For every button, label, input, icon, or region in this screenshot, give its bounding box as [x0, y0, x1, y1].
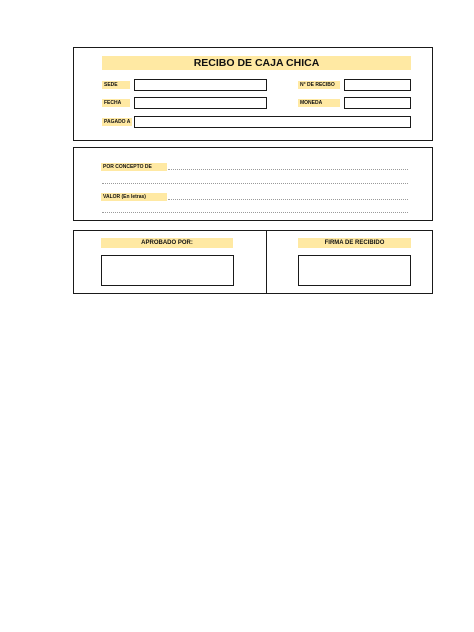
receipt-info-section	[73, 47, 433, 141]
sede-field[interactable]	[134, 79, 267, 91]
moneda-field[interactable]	[344, 97, 411, 109]
receipt-number-field[interactable]	[344, 79, 411, 91]
value-line-1[interactable]	[168, 199, 408, 200]
approved-by-header: APROBADO POR:	[101, 238, 233, 248]
received-signature-box[interactable]	[298, 255, 411, 286]
pagado-a-field[interactable]	[134, 116, 411, 128]
pagado-a-label: PAGADO A	[104, 119, 131, 125]
value-line-2[interactable]	[102, 212, 408, 213]
signature-divider	[266, 231, 267, 293]
fecha-field[interactable]	[134, 97, 267, 109]
form-title: RECIBO DE CAJA CHICA	[102, 56, 411, 70]
concept-section	[73, 147, 433, 221]
approved-by-signature-box[interactable]	[101, 255, 234, 286]
fecha-label: FECHA	[102, 99, 130, 107]
received-signature-header: FIRMA DE RECIBIDO	[298, 238, 411, 248]
value-label: VALOR (En letras)	[101, 193, 167, 201]
receipt-number-label: N° DE RECIBO	[298, 81, 340, 89]
sede-label: SEDE	[102, 81, 130, 89]
concept-label: POR CONCEPTO DE	[101, 163, 167, 171]
signature-section	[73, 230, 433, 294]
moneda-label: MONEDA	[298, 99, 340, 107]
concept-line-1[interactable]	[168, 169, 408, 170]
concept-line-2[interactable]	[102, 183, 408, 184]
